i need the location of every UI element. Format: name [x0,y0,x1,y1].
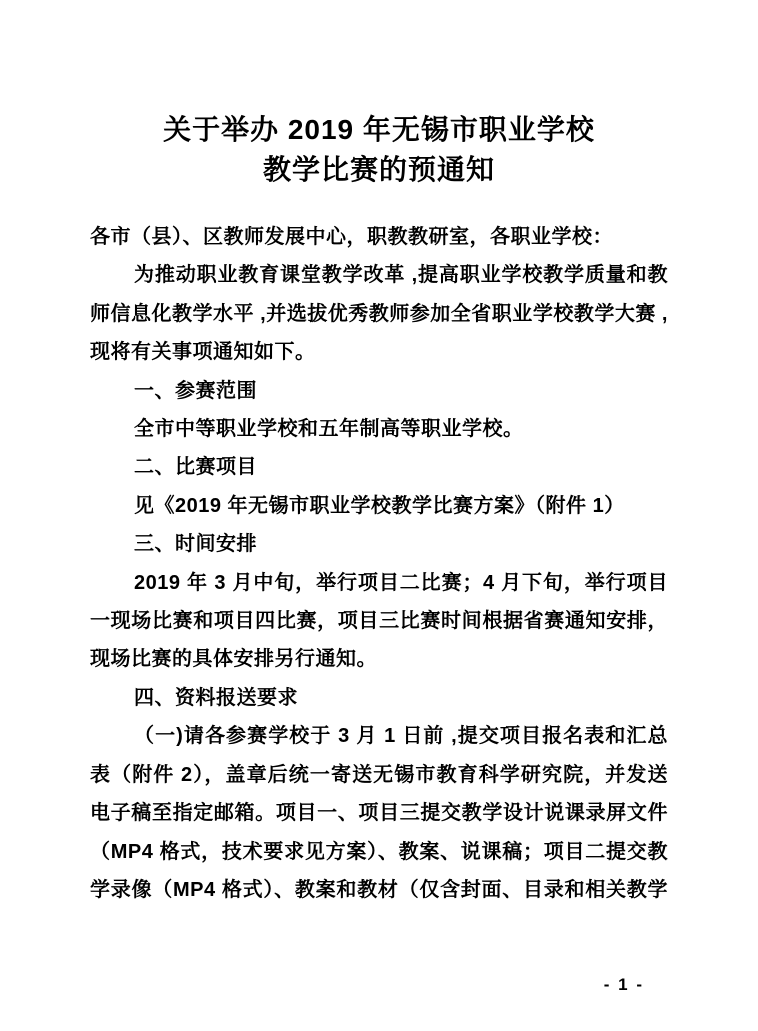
text-line: 学录像（MP4 格式）、教案和教材（仅含封面、目录和相关教学 [90,878,668,901]
text-line: 见《2019 年无锡市职业学校教学比赛方案》（附件 1） [134,494,625,517]
document-body [90,218,668,909]
text-line: 表（附件 2），盖章后统一寄送无锡市教育科学研究院，并发送 [90,763,668,786]
text-line: 为推动职业教育课堂教学改革 ,提高职业学校教学质量和教 [134,264,668,287]
text-line: 现场比赛的具体安排另行通知。 [90,648,377,671]
text-line: （MP4 格式，技术要求见方案）、教案、说课稿；项目二提交教 [90,840,668,863]
text-line: （一)请各参赛学校于 3 月 1 日前 ,提交项目报名表和汇总 [134,725,668,748]
text-line: 二、比赛项目 [134,456,257,479]
text-line: 现将有关事项通知如下。 [90,341,316,364]
text-line: 师信息化教学水平 ,并选拔优秀教师参加全省职业学校教学大赛 , [90,302,668,325]
page-number: - 1 - [603,975,644,994]
text-line: 电子稿至指定邮箱。项目一、项目三提交教学设计说课录屏文件 [90,802,668,825]
text-line: 一现场比赛和项目四比赛，项目三比赛时间根据省赛通知安排， [90,610,668,633]
text-line: 2019 年 3 月中旬，举行项目二比赛；4 月下旬，举行项目 [134,571,668,594]
text-line: 一、参赛范围 [134,379,257,402]
text-line: 全市中等职业学校和五年制高等职业学校。 [134,418,524,441]
title-line: 教学比赛的预通知 [262,154,495,185]
text-line: 三、时间安排 [134,533,257,556]
document-title [90,110,668,190]
text-line: 四、资料报送要求 [134,686,298,709]
title-line: 关于举办 2019 年无锡市职业学校 [163,114,595,145]
text-line: 各市（县）、区教师发展中心，职教教研室，各职业学校： [90,226,613,248]
